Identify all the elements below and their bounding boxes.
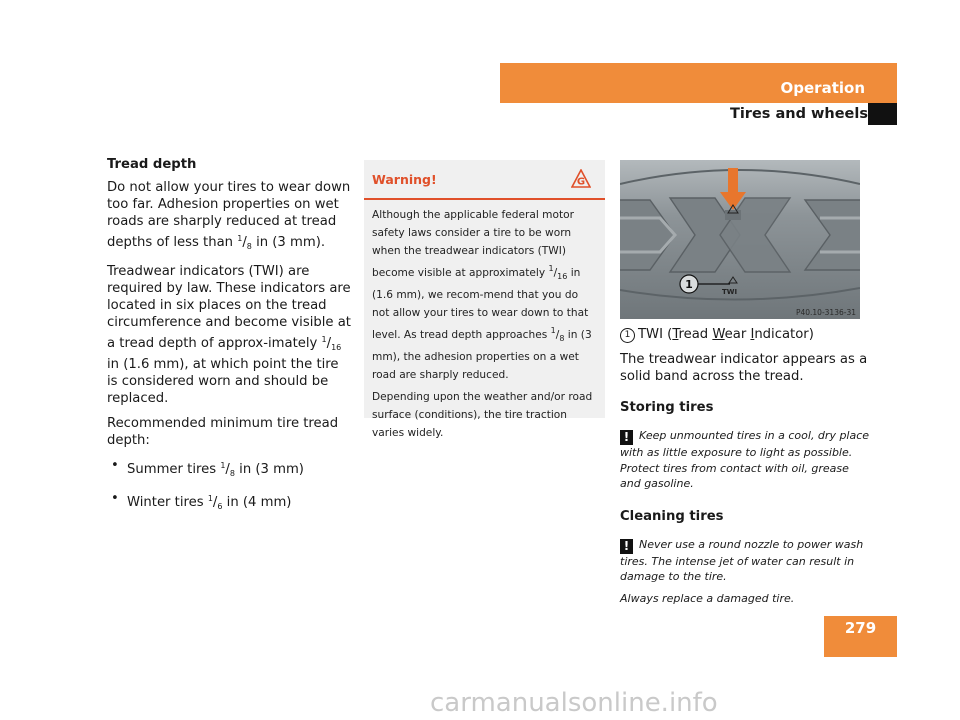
subsection-title: Tires and wheels — [729, 106, 868, 122]
twi-caption: 1 TWI (Tread Wear Indicator) — [620, 326, 870, 343]
arrow-shaft — [728, 168, 738, 194]
twi-paragraph: The treadwear indicator appears as a solid band across the tread. — [620, 352, 868, 384]
callout-number-icon: 1 — [620, 328, 635, 343]
caution-icon: ! — [620, 539, 633, 554]
right-column — [620, 326, 870, 612]
twi-label: TWI — [722, 288, 738, 296]
warning-body — [364, 200, 605, 442]
warning-triangle-icon — [571, 169, 591, 188]
cleaning-note: ! Never use a round nozzle to power wash tires. The intense jet of water can result in damage to the tire. — [620, 537, 864, 583]
cleaning-note-2: Always replace a damaged tire. — [620, 591, 795, 605]
tread-depth-para1: Do not allow your tires to wear down too far. Adhesion properties on wet roads are sharply reduced at tread depths of less than $^1/_8$ in (3 mm). — [107, 180, 351, 251]
header-marker — [868, 103, 897, 125]
caution-icon: ! — [620, 430, 633, 445]
callout-number: 1 — [685, 278, 693, 291]
warning-para1: Although the applicable federal motor safety laws consider a tire to be worn when the treadwear indicators (TWI) become visible at approximately $^1/_{16}$ in (1.6 mm), we recom-mend that you do not allow your tires to wear down to that level. As tread depth approaches $^1/_8$ in (3 mm), the adhesion properties on a wet road are sharply reduced. — [372, 209, 592, 381]
list-item: • Summer tires $^1/_8$ in (3 mm) — [107, 457, 353, 482]
tread-depth-list — [107, 457, 353, 515]
svg-text:G: G — [576, 176, 586, 188]
storing-note: ! Keep unmounted tires in a cool, dry place with as little exposure to light as possible. Protect tires from contact with oil, grease and gasoline. — [620, 429, 870, 490]
tire-tread-illustration — [620, 160, 860, 319]
warning-title: Warning! — [372, 172, 437, 187]
warning-para2: Depending upon the weather and/or road surface (conditions), the tire traction varies widely. — [372, 391, 593, 439]
section-title: Operation — [780, 79, 865, 97]
twi-figure — [620, 160, 860, 319]
cleaning-heading: Cleaning tires — [620, 508, 724, 524]
storing-heading: Storing tires — [620, 400, 714, 415]
warning-box — [364, 160, 605, 439]
warning-header — [364, 160, 605, 200]
watermark-text: carmanualsonline.info — [430, 688, 718, 718]
tread-depth-column — [107, 156, 353, 523]
page-number: 279 — [824, 616, 897, 657]
figure-code: P40.10-3136-31 — [795, 308, 856, 317]
tread-depth-para2: Treadwear indicators (TWI) are required by law. These indicators are located in six places on the tread circumference and become visible at a tread depth of approx-imately $^1/_{16}$ in (1.6 mm), at which point the tire is considered worn and should be replaced. — [107, 264, 351, 406]
recommend-text: Recommended minimum tire tread depth: — [107, 416, 339, 448]
list-item: • Winter tires $^1/_6$ in (4 mm) — [107, 490, 353, 515]
tread-depth-heading: Tread depth — [107, 157, 197, 172]
section-header — [500, 63, 897, 103]
